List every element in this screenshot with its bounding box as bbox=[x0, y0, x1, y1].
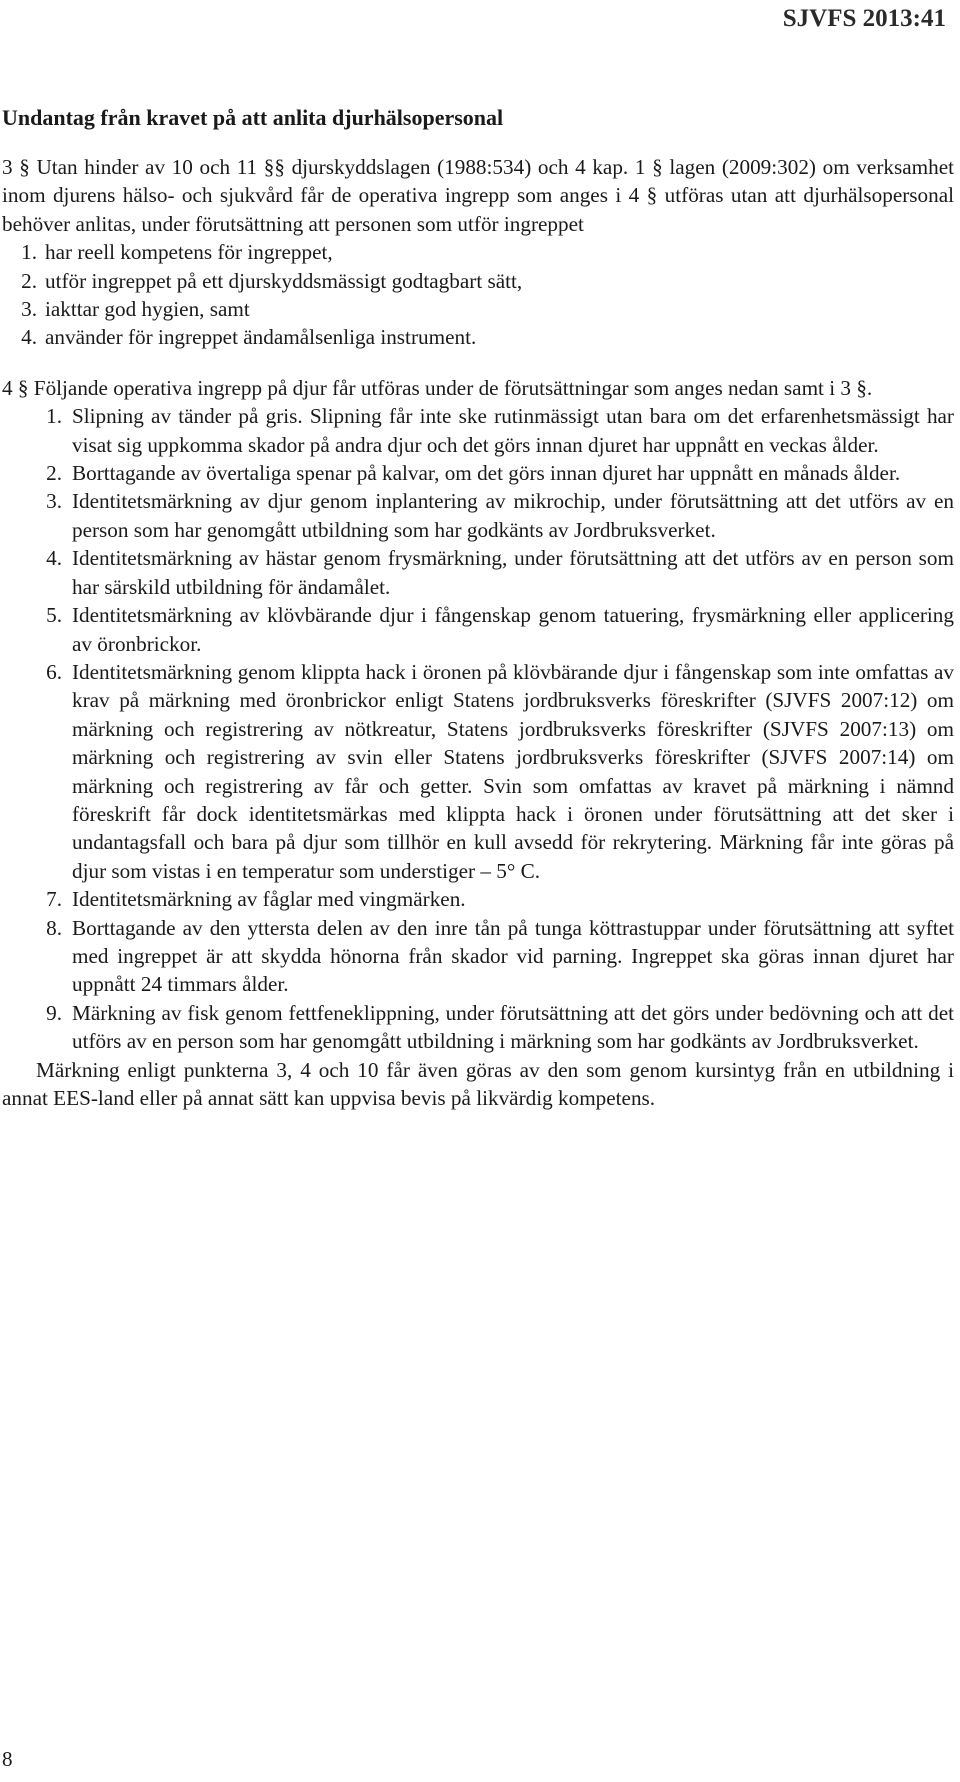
list-item-number: 3. bbox=[21, 297, 37, 322]
list-item-text: iakttar god hygien, samt bbox=[45, 297, 250, 322]
list-item-number: 4. bbox=[46, 546, 62, 571]
list-item-text: Identitetsmärkning av fåglar med vingmärken. bbox=[72, 887, 466, 912]
list-item bbox=[2, 323, 954, 351]
list-item bbox=[2, 402, 954, 459]
list-item-number: 9. bbox=[46, 1000, 62, 1025]
list-item-text: Identitetsmärkning av djur genom inplantering av mikrochip, under förutsättning att det utförs av en person som har genomgått utbildning som har godkänts av Jordbruksverket. bbox=[72, 489, 954, 542]
spacer bbox=[2, 352, 954, 374]
list-item-number: 1. bbox=[21, 240, 37, 265]
list-item-number: 7. bbox=[46, 887, 62, 912]
list-item-number: 2. bbox=[46, 461, 62, 486]
list-item-text: Borttagande av övertaliga spenar på kalvar, om det görs innan djuret har uppnått en månads ålder. bbox=[72, 461, 901, 486]
list-item-number: 6. bbox=[46, 659, 62, 684]
list-item-number: 2. bbox=[21, 268, 37, 293]
list-item bbox=[2, 601, 954, 658]
document-body bbox=[2, 104, 954, 1112]
list-item-number: 3. bbox=[46, 489, 62, 514]
list-item-text: Identitetsmärkning genom klippta hack i öronen på klövbärande djur i fångenskap som inte omfattas av krav på märkning med öronbrickor enligt Statens jordbruksverks föreskrifter (SJVFS 2007:12) om märkning och registrering av nötkreatur, Statens jordbruksverks föreskrifter (SJVFS 2007:13) om märkning och registrering av svin eller Statens jordbruksverks föreskrifter (SJVFS 2007:14) om märkning och registrering av får och getter. Svin som omfattas av kravet på märkning i nämnd föreskrift får dock identitetsmärkas med klippta hack i öronen under förutsättning att det sker i undantagsfall och bara på djur som tillhör en kull avsedd för rekrytering. Märkning får inte göras på djur som vistas i en temperatur som understiger – 5° C. bbox=[72, 659, 954, 883]
procedures-list bbox=[2, 402, 954, 1055]
list-item-number: 1. bbox=[46, 404, 62, 429]
list-item bbox=[2, 487, 954, 544]
list-item-text: Märkning av fisk genom fettfeneklippning, under förutsättning att det görs under bedövning och att det utförs av en person som har genomgått utbildning i märkning som har godkänts av Jordbruksverket. bbox=[72, 1000, 954, 1054]
list-item bbox=[2, 914, 954, 999]
paragraph-3: 3 § Utan hinder av 10 och 11 §§ djurskyddslagen (1988:534) och 4 kap. 1 § lagen (2009:302) om verksamhet inom djurens hälso- och sjukvård får de operativa ingrepp som anges i 4 § utföras utan att djurhälsopersonal behöver anlitas, under förutsättning att personen som utför ingreppet bbox=[2, 155, 954, 236]
list-item bbox=[2, 459, 954, 487]
closing-paragraph: Märkning enligt punkterna 3, 4 och 10 får även göras av den som genom kursintyg från en utbildning i annat EES-land eller på annat sätt kan uppvisa bevis på likvärdig kompetens. bbox=[2, 1057, 954, 1110]
list-item-number: 4. bbox=[21, 325, 37, 350]
list-item bbox=[2, 658, 954, 885]
list-item bbox=[2, 885, 954, 913]
list-item-text: har reell kompetens för ingreppet, bbox=[45, 240, 333, 265]
list-item bbox=[2, 267, 954, 295]
list-item bbox=[2, 295, 954, 323]
list-item-text: använder för ingreppet ändamålsenliga instrument. bbox=[45, 325, 477, 350]
conditions-list bbox=[2, 238, 954, 352]
list-item bbox=[2, 999, 954, 1056]
list-item-text: Identitetsmärkning av hästar genom frysmärkning, under förutsättning att det utförs av en person som har särskild utbildning för ändamålet. bbox=[72, 546, 954, 599]
section-heading: Undantag från kravet på att anlita djurhälsopersonal bbox=[2, 105, 504, 130]
list-item-number: 5. bbox=[46, 603, 62, 628]
list-item-text: utför ingreppet på ett djurskyddsmässigt godtagbart sätt, bbox=[45, 268, 523, 293]
paragraph-4: 4 § Följande operativa ingrepp på djur får utföras under de förutsättningar som anges nedan samt i 3 §. bbox=[2, 375, 873, 400]
page-number: 8 bbox=[2, 1747, 13, 1771]
list-item-text: Identitetsmärkning av klövbärande djur i fångenskap genom tatuering, frysmärkning eller applicering av öronbrickor. bbox=[72, 603, 954, 656]
list-item-number: 8. bbox=[46, 915, 62, 940]
list-item bbox=[2, 544, 954, 601]
list-item bbox=[2, 238, 954, 266]
list-item-text: Borttagande av den yttersta delen av den inre tån på tunga köttrastuppar under förutsättning att syftet med ingreppet är att skydda hönorna från skador vid parning. Ingreppet ska göras innan djuret har uppnått 24 timmars ålder. bbox=[72, 915, 954, 997]
document-id: SJVFS 2013:41 bbox=[782, 5, 946, 32]
list-item-text: Slipning av tänder på gris. Slipning får inte ske rutinmässigt utan bara om det erfarenhetsmässigt har visat sig uppkomma skador på andra djur och det görs innan djuret har uppnått en veckas ålder. bbox=[72, 404, 954, 457]
